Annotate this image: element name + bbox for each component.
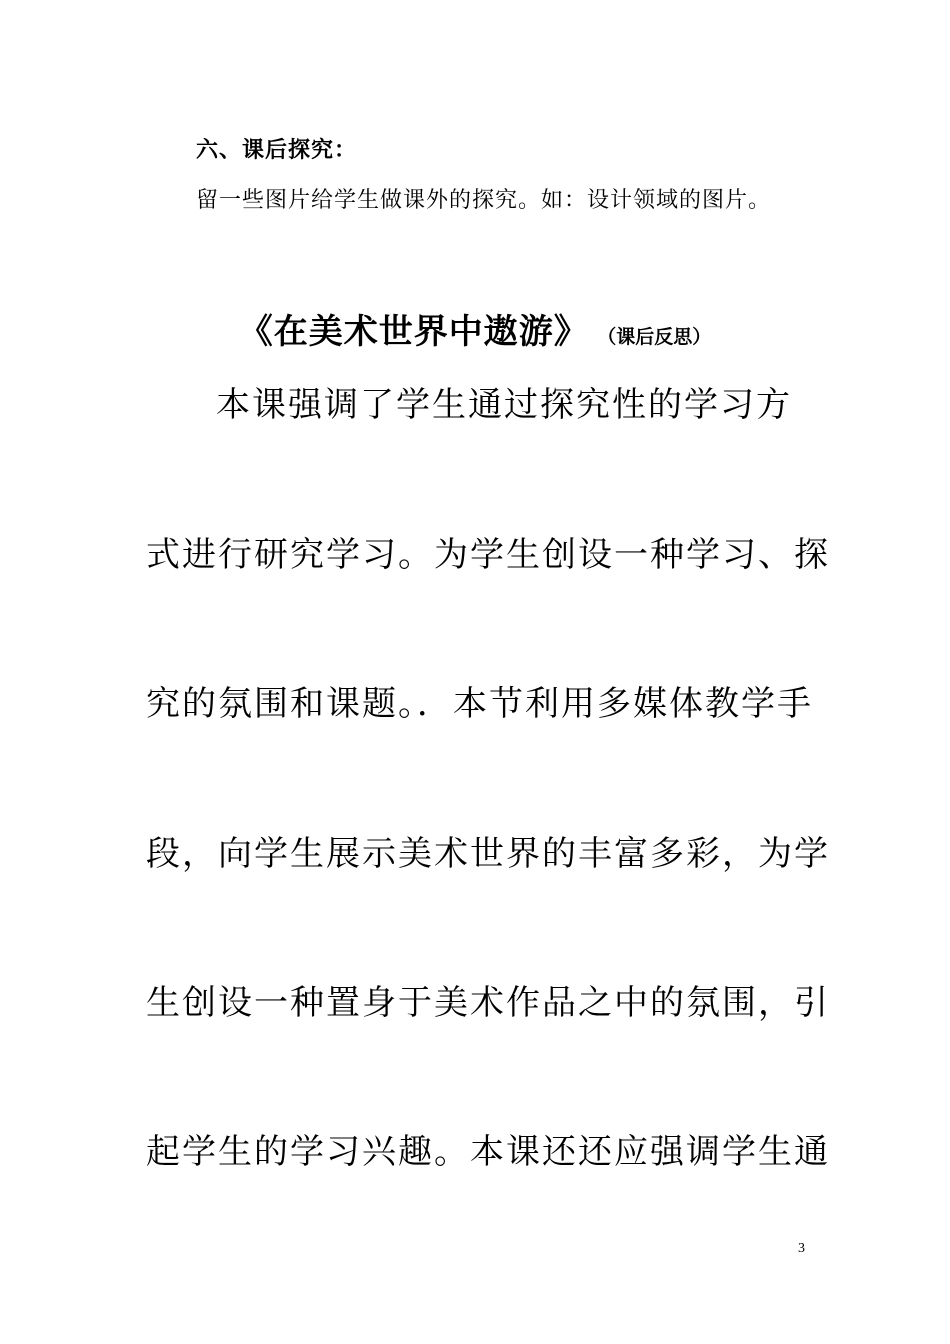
paragraph-line: 究的氛围和课题。．本节利用多媒体教学手: [146, 684, 813, 724]
paragraph-line: 本课强调了学生通过探究性的学习方: [216, 385, 792, 425]
reflection-title-row: [0, 304, 950, 353]
section-heading: 六、课后探究：: [196, 138, 358, 163]
section-body: 留一些图片给学生做课外的探究。如：设计领域的图片。: [196, 188, 772, 213]
paragraph-line: 起学生的学习兴趣。本课还还应强调学生通: [146, 1132, 830, 1172]
paragraph-line: 式进行研究学习。为学生创设一种学习、探: [146, 535, 830, 575]
paragraph-line: 生创设一种置身于美术作品之中的氛围，引: [146, 983, 830, 1023]
paragraph-line: 段，向学生展示美术世界的丰富多彩，为学: [146, 834, 830, 874]
reflection-note: （课后反思）: [606, 326, 712, 348]
reflection-title: 《在美术世界中遨游》: [238, 312, 589, 352]
page-number: 3: [798, 1241, 805, 1256]
